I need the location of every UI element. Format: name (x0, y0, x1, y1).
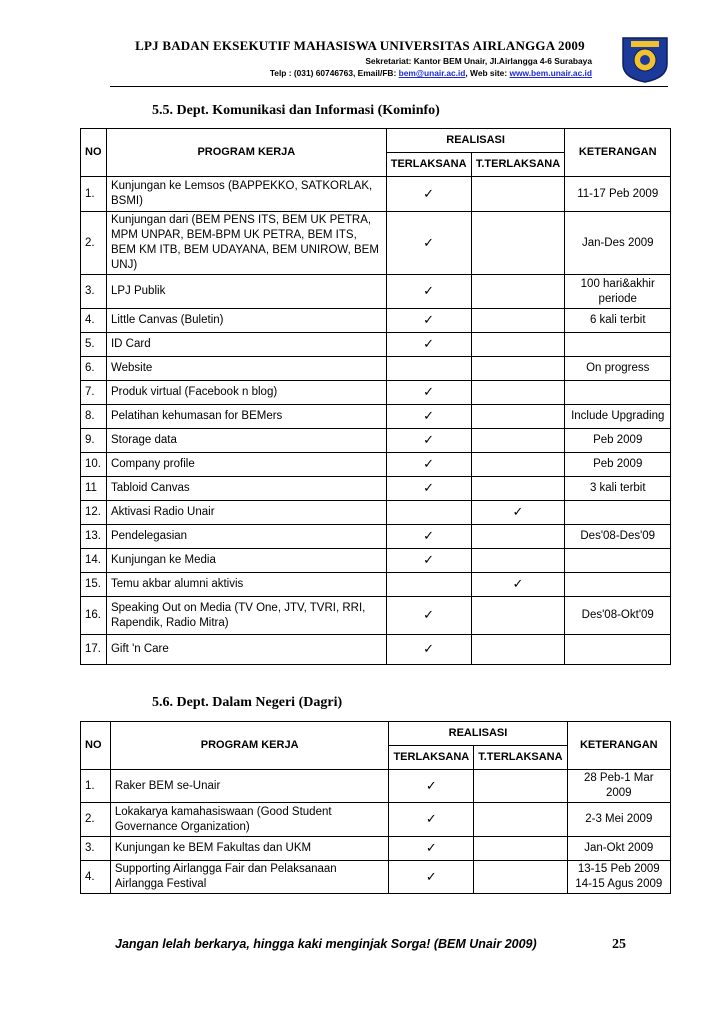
row-number: 2. (81, 803, 111, 837)
terlaksana-cell (386, 212, 471, 275)
row-number: 15. (81, 573, 107, 597)
header-realisasi: REALISASI (386, 129, 565, 153)
keterangan-cell: Des'08-Okt'09 (565, 597, 671, 635)
terlaksana-cell (389, 837, 474, 861)
table-row (81, 405, 671, 429)
check-icon: ✓ (512, 505, 524, 520)
terlaksana-cell (386, 453, 471, 477)
table-row (81, 549, 671, 573)
table-row (81, 770, 671, 803)
row-number: 8. (81, 405, 107, 429)
header-tterlaksana: T.TERLAKSANA (474, 746, 567, 770)
check-icon: ✓ (423, 284, 435, 299)
row-number: 13. (81, 525, 107, 549)
bem-logo (617, 34, 673, 84)
check-icon: ✓ (423, 642, 435, 657)
check-icon: ✓ (425, 778, 437, 794)
contact-info (110, 56, 610, 78)
program-cell: Produk virtual (Facebook n blog) (106, 381, 386, 405)
header-program: PROGRAM KERJA (110, 722, 389, 770)
table-row (81, 635, 671, 665)
address-line: Sekretariat: Kantor BEM Unair, Jl.Airlangga 4-6 Surabaya (365, 56, 592, 66)
tterlaksana-cell (471, 333, 565, 357)
tterlaksana-cell (471, 275, 565, 309)
header-terlaksana: TERLAKSANA (389, 746, 474, 770)
tterlaksana-cell (471, 357, 565, 381)
row-number: 14. (81, 549, 107, 573)
terlaksana-cell (386, 573, 471, 597)
page-number: 25 (612, 937, 626, 952)
table-row (81, 837, 671, 861)
header-realisasi: REALISASI (389, 722, 567, 746)
check-icon: ✓ (423, 313, 435, 328)
program-cell: Kunjungan ke Media (106, 549, 386, 573)
check-icon: ✓ (423, 337, 435, 352)
terlaksana-cell (386, 381, 471, 405)
header-keterangan: KETERANGAN (565, 129, 671, 177)
footer-motto: Jangan lelah berkarya, hingga kaki menginjak Sorga! (BEM Unair 2009) (115, 937, 537, 951)
terlaksana-cell (389, 770, 474, 803)
keterangan-cell (565, 573, 671, 597)
row-number: 5. (81, 333, 107, 357)
check-icon: ✓ (425, 841, 437, 856)
tterlaksana-cell (474, 803, 567, 837)
tterlaksana-cell (471, 573, 565, 597)
check-icon: ✓ (423, 186, 435, 202)
table-row (81, 597, 671, 635)
check-icon: ✓ (423, 235, 435, 251)
keterangan-cell (565, 333, 671, 357)
check-icon: ✓ (425, 812, 437, 827)
program-cell: Aktivasi Radio Unair (106, 501, 386, 525)
table-row (81, 275, 671, 309)
check-icon: ✓ (423, 529, 435, 544)
program-cell: LPJ Publik (106, 275, 386, 309)
row-number: 12. (81, 501, 107, 525)
table-row (81, 309, 671, 333)
tterlaksana-cell (471, 405, 565, 429)
terlaksana-cell (386, 275, 471, 309)
table-row (81, 357, 671, 381)
header-tterlaksana: T.TERLAKSANA (471, 153, 565, 177)
tterlaksana-cell (474, 837, 567, 861)
keterangan-cell: 100 hari&akhir periode (565, 275, 671, 309)
row-number: 2. (81, 212, 107, 275)
keterangan-cell: 13-15 Peb 2009 14-15 Agus 2009 (567, 861, 670, 894)
tterlaksana-cell (471, 597, 565, 635)
section-title-kominfo: 5.5. Dept. Komunikasi dan Informasi (Kominfo) (152, 103, 440, 118)
row-number: 10. (81, 453, 107, 477)
program-cell: Kunjungan ke BEM Fakultas dan UKM (110, 837, 389, 861)
kominfo-rows (81, 177, 671, 665)
page-header (110, 38, 610, 78)
table-row (81, 501, 671, 525)
terlaksana-cell (386, 405, 471, 429)
table-row (81, 453, 671, 477)
dagri-rows (81, 770, 671, 894)
terlaksana-cell (386, 597, 471, 635)
keterangan-cell (565, 635, 671, 665)
program-cell: Kunjungan dari (BEM PENS ITS, BEM UK PETRA, MPM UNPAR, BEM-BPM UK PETRA, BEM ITS, BEM KM ITB, BEM UDAYANA, BEM UNIROW, BEM UNJ) (106, 212, 386, 275)
program-cell: ID Card (106, 333, 386, 357)
web-prefix: , Web site: (465, 68, 510, 78)
program-cell: Website (106, 357, 386, 381)
tterlaksana-cell (471, 635, 565, 665)
keterangan-cell: 2-3 Mei 2009 (567, 803, 670, 837)
document-title: LPJ BADAN EKSEKUTIF MAHASISWA UNIVERSITAS AIRLANGGA 2009 (135, 38, 585, 53)
tterlaksana-cell (471, 381, 565, 405)
terlaksana-cell (386, 309, 471, 333)
keterangan-cell: Des'08-Des'09 (565, 525, 671, 549)
header-terlaksana: TERLAKSANA (386, 153, 471, 177)
header-no: NO (81, 722, 111, 770)
row-number: 4. (81, 861, 111, 894)
program-cell: Raker BEM se-Unair (110, 770, 389, 803)
keterangan-cell: 3 kali terbit (565, 477, 671, 501)
keterangan-cell (565, 501, 671, 525)
check-icon: ✓ (423, 481, 435, 496)
section-title-dagri: 5.6. Dept. Dalam Negeri (Dagri) (152, 695, 343, 710)
table-row (81, 861, 671, 894)
keterangan-cell: 11-17 Peb 2009 (565, 177, 671, 212)
program-cell: Temu akbar alumni aktivis (106, 573, 386, 597)
tterlaksana-cell (471, 212, 565, 275)
terlaksana-cell (389, 803, 474, 837)
program-cell: Supporting Airlangga Fair dan Pelaksanaan Airlangga Festival (110, 861, 389, 894)
check-icon: ✓ (423, 553, 435, 568)
header-keterangan: KETERANGAN (567, 722, 670, 770)
check-icon: ✓ (425, 869, 437, 885)
row-number: 11 (81, 477, 107, 501)
program-cell: Gift 'n Care (106, 635, 386, 665)
keterangan-cell: Peb 2009 (565, 429, 671, 453)
header-program: PROGRAM KERJA (106, 129, 386, 177)
program-cell: Speaking Out on Media (TV One, JTV, TVRI, RRI, Rapendik, Radio Mitra) (106, 597, 386, 635)
program-cell: Pendelegasian (106, 525, 386, 549)
keterangan-cell: On progress (565, 357, 671, 381)
program-cell: Storage data (106, 429, 386, 453)
row-number: 17. (81, 635, 107, 665)
keterangan-cell (565, 549, 671, 573)
terlaksana-cell (386, 177, 471, 212)
website-link[interactable]: www.bem.unair.ac.id (509, 68, 592, 78)
keterangan-cell: Peb 2009 (565, 453, 671, 477)
dagri-table (80, 721, 671, 894)
table-row (81, 573, 671, 597)
row-number: 3. (81, 275, 107, 309)
table-row (81, 177, 671, 212)
email-link[interactable]: bem@unair.ac.id (398, 68, 466, 78)
row-number: 3. (81, 837, 111, 861)
tterlaksana-cell (471, 549, 565, 573)
terlaksana-cell (386, 357, 471, 381)
keterangan-cell (565, 381, 671, 405)
check-icon: ✓ (423, 457, 435, 472)
row-number: 6. (81, 357, 107, 381)
contact-line (110, 68, 592, 78)
check-icon: ✓ (423, 608, 435, 623)
row-number: 7. (81, 381, 107, 405)
tterlaksana-cell (471, 525, 565, 549)
program-cell: Company profile (106, 453, 386, 477)
program-cell: Lokakarya kamahasiswaan (Good Student Governance Organization) (110, 803, 389, 837)
terlaksana-cell (386, 333, 471, 357)
phone-text: Telp : (031) 60746763, Email/FB: (269, 68, 399, 78)
check-icon: ✓ (423, 385, 435, 400)
terlaksana-cell (389, 861, 474, 894)
row-number: 16. (81, 597, 107, 635)
terlaksana-cell (386, 477, 471, 501)
keterangan-cell: 6 kali terbit (565, 309, 671, 333)
table-row (81, 477, 671, 501)
tterlaksana-cell (474, 770, 567, 803)
tterlaksana-cell (471, 501, 565, 525)
tterlaksana-cell (471, 309, 565, 333)
check-icon: ✓ (423, 433, 435, 448)
row-number: 4. (81, 309, 107, 333)
terlaksana-cell (386, 549, 471, 573)
program-cell: Little Canvas (Buletin) (106, 309, 386, 333)
table-row (81, 333, 671, 357)
keterangan-cell: 28 Peb-1 Mar 2009 (567, 770, 670, 803)
row-number: 9. (81, 429, 107, 453)
tterlaksana-cell (471, 177, 565, 212)
check-icon: ✓ (512, 577, 524, 592)
tterlaksana-cell (474, 861, 567, 894)
terlaksana-cell (386, 429, 471, 453)
keterangan-cell: Jan-Okt 2009 (567, 837, 670, 861)
table-row (81, 429, 671, 453)
check-icon: ✓ (423, 409, 435, 424)
row-number: 1. (81, 770, 111, 803)
table-row (81, 525, 671, 549)
keterangan-cell: Jan-Des 2009 (565, 212, 671, 275)
table-row (81, 803, 671, 837)
table-row (81, 381, 671, 405)
table-row (81, 212, 671, 275)
tterlaksana-cell (471, 453, 565, 477)
terlaksana-cell (386, 501, 471, 525)
program-cell: Tabloid Canvas (106, 477, 386, 501)
tterlaksana-cell (471, 429, 565, 453)
program-cell: Kunjungan ke Lemsos (BAPPEKKO, SATKORLAK, BSMI) (106, 177, 386, 212)
header-divider (110, 86, 668, 87)
kominfo-table (80, 128, 671, 665)
tterlaksana-cell (471, 477, 565, 501)
program-cell: Pelatihan kehumasan for BEMers (106, 405, 386, 429)
terlaksana-cell (386, 525, 471, 549)
keterangan-cell: Include Upgrading (565, 405, 671, 429)
row-number: 1. (81, 177, 107, 212)
header-no: NO (81, 129, 107, 177)
terlaksana-cell (386, 635, 471, 665)
